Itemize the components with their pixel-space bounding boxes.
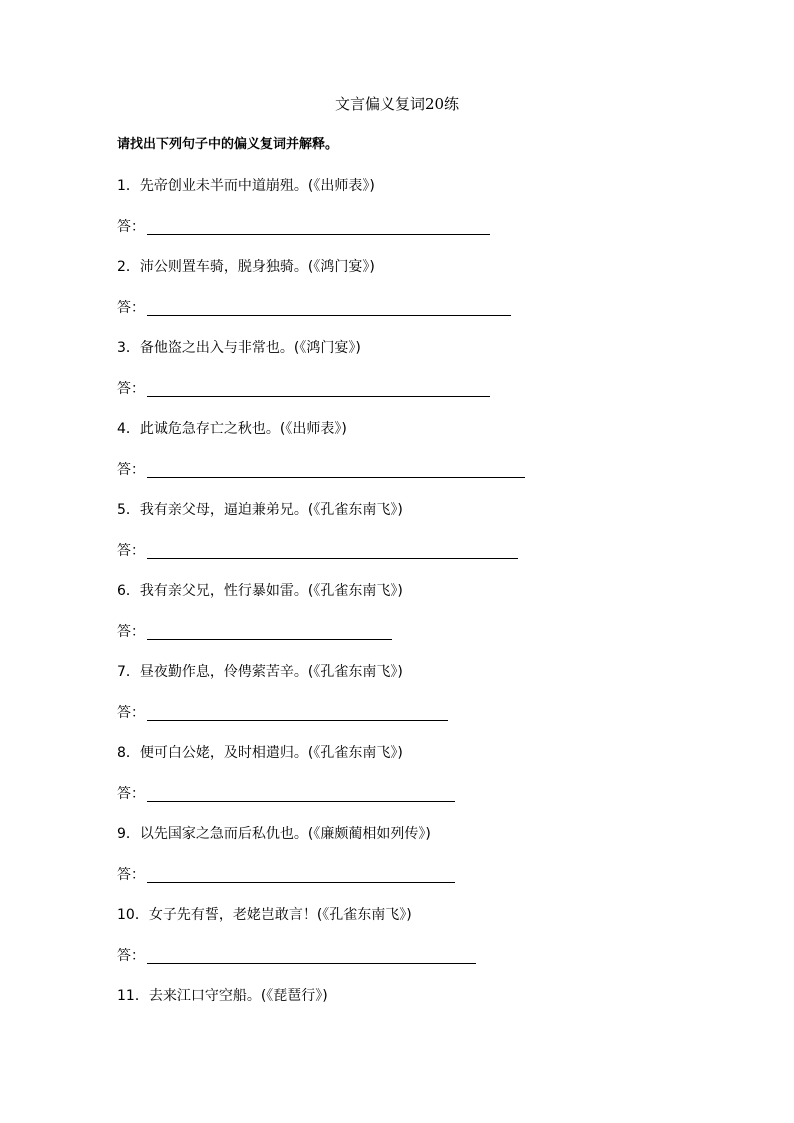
answer-row-10 bbox=[117, 946, 476, 966]
answer-label: 答： bbox=[117, 543, 145, 559]
answer-label: 答： bbox=[117, 219, 145, 235]
question-9: 9．以先国家之急而后私仇也。(《廉颇蔺相如列传》) bbox=[117, 826, 431, 842]
answer-row-2 bbox=[117, 298, 511, 318]
question-11: 11．去来江口守空船。(《琵琶行》) bbox=[117, 988, 328, 1004]
answer-label: 答： bbox=[117, 381, 145, 397]
answer-line-2[interactable] bbox=[147, 299, 511, 316]
answer-row-1 bbox=[117, 217, 490, 237]
answer-label: 答： bbox=[117, 705, 145, 721]
question-7: 7．昼夜勤作息，伶俜萦苦辛。(《孔雀东南飞》) bbox=[117, 664, 403, 680]
question-4: 4．此诚危急存亡之秋也。(《出师表》) bbox=[117, 421, 347, 437]
answer-row-6 bbox=[117, 622, 392, 642]
question-5: 5．我有亲父母，逼迫兼弟兄。(《孔雀东南飞》) bbox=[117, 502, 403, 518]
question-10: 10．女子先有誓，老姥岂敢言！(《孔雀东南飞》) bbox=[117, 907, 412, 923]
answer-line-9[interactable] bbox=[147, 866, 455, 883]
answer-line-3[interactable] bbox=[147, 380, 490, 397]
answer-line-4[interactable] bbox=[147, 461, 525, 478]
answer-row-7 bbox=[117, 703, 448, 723]
instruction-text: 请找出下列句子中的偏义复词并解释。 bbox=[117, 137, 339, 152]
page-title: 文言偏义复词20练 bbox=[334, 95, 460, 113]
question-8: 8．便可白公姥，及时相遣归。(《孔雀东南飞》) bbox=[117, 745, 403, 761]
answer-line-1[interactable] bbox=[147, 218, 490, 235]
answer-line-6[interactable] bbox=[147, 623, 392, 640]
question-1: 1．先帝创业未半而中道崩殂。(《出师表》) bbox=[117, 178, 375, 194]
answer-row-3 bbox=[117, 379, 490, 399]
answer-label: 答： bbox=[117, 300, 145, 316]
question-2: 2．沛公则置车骑，脱身独骑。(《鸿门宴》) bbox=[117, 259, 375, 275]
answer-row-8 bbox=[117, 784, 455, 804]
answer-row-5 bbox=[117, 541, 518, 561]
answer-line-8[interactable] bbox=[147, 785, 455, 802]
question-3: 3．备他盗之出入与非常也。(《鸿门宴》) bbox=[117, 340, 361, 356]
answer-line-7[interactable] bbox=[147, 704, 448, 721]
answer-label: 答： bbox=[117, 462, 145, 478]
answer-label: 答： bbox=[117, 867, 145, 883]
answer-row-4 bbox=[117, 460, 525, 480]
answer-row-9 bbox=[117, 865, 455, 885]
answer-label: 答： bbox=[117, 786, 145, 802]
answer-line-5[interactable] bbox=[147, 542, 518, 559]
answer-label: 答： bbox=[117, 624, 145, 640]
answer-label: 答： bbox=[117, 948, 145, 964]
question-6: 6．我有亲父兄，性行暴如雷。(《孔雀东南飞》) bbox=[117, 583, 403, 599]
answer-line-10[interactable] bbox=[147, 947, 476, 964]
